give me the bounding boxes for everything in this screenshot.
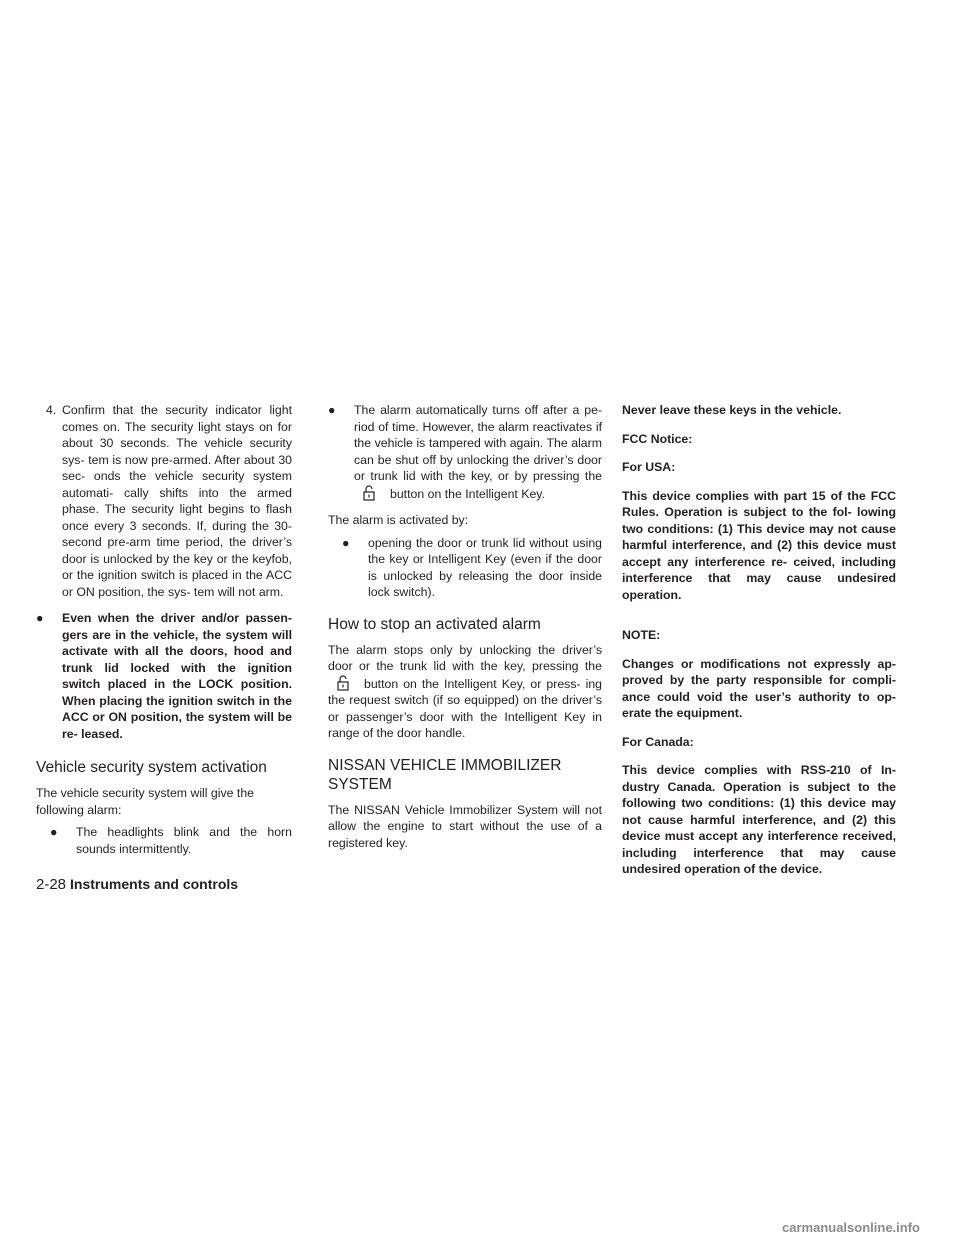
unlock-key-icon: [336, 675, 350, 691]
for-canada: For Canada:: [622, 734, 694, 749]
auto-off-text-a: The alarm automatically turns off after a pe- riod of time. However, the alarm reactivates if the vehicle is tampered with again. The alarm can be shut off by unlocking the driver’s door or trunk lid with the key, or by pressing the: [354, 403, 602, 483]
column-3: [622, 402, 896, 878]
heading-immobilizer-line1: NISSAN VEHICLE IMMOBILIZER: [328, 756, 562, 774]
stop-text-b: button on the Intelligent Key, or press- ing the request switch (if so equipped) on the driver’s or passenger’s door with the Intelligent Key in range of the door handle.: [328, 676, 602, 740]
heading-immobilizer: [328, 756, 602, 794]
column-2: [328, 402, 602, 851]
opening-bullet: [342, 535, 602, 601]
activation-intro: The vehicle security system will give the following alarm:: [36, 786, 255, 817]
bullet-dot: ●: [328, 403, 336, 417]
step-4: [36, 402, 292, 600]
column-1: [36, 402, 292, 857]
for-usa: For USA:: [622, 460, 676, 474]
bullet-dot: ●: [36, 611, 44, 625]
fcc-notice: FCC Notice:: [622, 431, 693, 446]
never-leave-keys: Never leave these keys in the vehicle.: [622, 403, 842, 417]
activation-bullet-text: The headlights blink and the horn sounds intermittently.: [76, 825, 292, 856]
heading-stop-alarm: How to stop an activated alarm: [328, 615, 541, 633]
page-footer: [36, 876, 238, 893]
unlock-key-icon: [362, 485, 376, 501]
canada-compliance-text: This device complies with RSS-210 of In- dustry Canada. Operation is subject to the following two conditions: (1) this device may not cause harmful interference, and (2) this device must accept any interference received, including interference that may cause undesired operation of the device.: [622, 763, 896, 876]
step-number: 4.: [46, 403, 57, 417]
bullet-dot: ●: [342, 535, 350, 550]
stop-alarm-text: [328, 642, 602, 742]
step-4-text: Confirm that the security indicator light comes on. The security light stays on for about 30 seconds. The vehicle security sys- tem is now pre-armed. After about 30 sec- onds the vehicle security system automati- cally shifts into the armed phase. The security light begins to flash once every 3 seconds. If, during the 30-second pre-arm time period, the driver’s door is unlocked by the key or the keyfob, or the ignition switch is placed in the ACC or ON position, the sys- tem will not arm.: [62, 403, 292, 599]
usa-compliance-text: This device complies with part 15 of the FCC Rules. Operation is subject to the fol- lowing two conditions: (1) This device may not cause harmful interference, and (2) this device must accept any interference re- ceived, including interference that may cause undesired operation.: [622, 488, 896, 602]
stop-text-a: The alarm stops only by unlocking the driver’s door or the trunk lid with the key, pressing the: [328, 642, 602, 673]
note-text: Changes or modifications not expressly ap- proved by the party responsible for compli- ance could void the user’s authority to op- erate the equipment.: [622, 656, 896, 720]
activated-by: The alarm is activated by:: [328, 513, 469, 527]
auto-off-bullet: [328, 402, 602, 502]
heading-activation: Vehicle security system activation: [36, 759, 267, 776]
section-title: Instruments and controls: [70, 876, 239, 892]
opening-bullet-text: opening the door or trunk lid without using the key or Intelligent Key (even if the door is unlocked by releasing the door inside lock switch).: [368, 535, 602, 599]
activation-bullet: [50, 824, 292, 857]
bold-warning-text: Even when the driver and/or passen- gers are in the vehicle, the system will activate with all the doors, hood and trunk lid locked with the ignition switch placed in the LOCK position. When placing the ignition switch in the ACC or ON position, the system will be re- leased.: [62, 611, 292, 741]
watermark: carmanualsonline.info: [782, 1220, 920, 1235]
bullet-dot: ●: [50, 825, 58, 839]
immobilizer-text: The NISSAN Vehicle Immobilizer System will not allow the engine to start without the use of a registered key.: [328, 802, 602, 850]
bold-warning-bullet: [36, 610, 292, 742]
auto-off-text-b: button on the Intelligent Key.: [390, 486, 545, 501]
note-label: NOTE:: [622, 628, 661, 642]
heading-immobilizer-line2: SYSTEM: [328, 775, 392, 793]
page-number: 2-28: [36, 876, 67, 893]
